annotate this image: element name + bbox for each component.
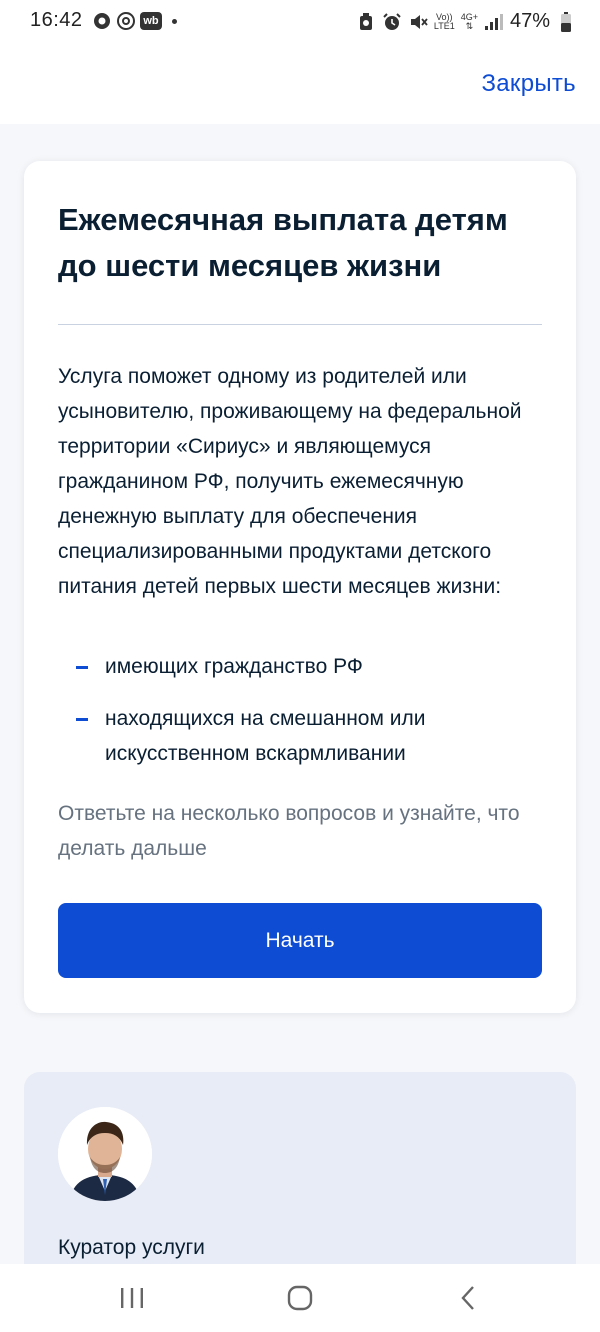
service-card xyxy=(24,161,576,1013)
person-avatar-icon xyxy=(58,1107,152,1201)
status-bar xyxy=(0,0,600,44)
at-icon xyxy=(116,11,136,31)
alarm-icon xyxy=(382,12,402,32)
dash-bullet-icon xyxy=(76,666,88,669)
start-button[interactable]: Начать xyxy=(58,903,542,978)
status-left-icons xyxy=(92,11,177,31)
close-button[interactable]: Закрыть xyxy=(481,70,576,97)
curator-card xyxy=(24,1072,576,1272)
dash-bullet-icon xyxy=(76,718,88,721)
wb-app-icon: wb xyxy=(140,12,162,30)
status-time: 16:42 xyxy=(30,9,83,31)
recycle-icon xyxy=(356,12,376,32)
vibrate-icon xyxy=(92,11,112,31)
top-bar xyxy=(0,44,600,124)
list-item xyxy=(58,701,548,771)
network-indicator: 4G+ ⇅ xyxy=(460,11,478,31)
hint-text: Ответьте на несколько вопросов и узнайте, что делать дальше xyxy=(58,802,520,860)
notification-dot-icon xyxy=(172,19,177,24)
volte-indicator: Vo)) LTE1 xyxy=(433,11,455,31)
title-divider xyxy=(58,324,542,325)
service-description: Услуга поможет одному из родителей или усыновителю, проживающему на федеральной территории «Сириус» и являющемуся гражданином РФ, получить ежемесячную денежную выплату для обеспечения специализированными продуктами детского питания детей первых шести месяцев жизни: xyxy=(58,365,522,598)
status-right-icons xyxy=(356,10,576,33)
list-item-text: имеющих гражданство РФ xyxy=(105,655,363,678)
battery-icon xyxy=(556,12,576,32)
home-icon[interactable] xyxy=(280,1282,320,1314)
signal-icon xyxy=(484,12,504,32)
recent-apps-icon[interactable] xyxy=(112,1282,152,1314)
battery-percent: 47% xyxy=(509,10,550,32)
curator-label: Куратор услуги xyxy=(58,1236,205,1259)
back-icon[interactable] xyxy=(448,1282,488,1314)
system-nav-bar xyxy=(0,1264,600,1332)
page-title: Ежемесячная выплата детям до шести месяцев жизни xyxy=(58,202,508,283)
list-item-text: находящихся на смешанном или искусственном вскармливании xyxy=(105,707,426,765)
mute-icon xyxy=(408,12,428,32)
list-item xyxy=(58,649,548,684)
avatar xyxy=(58,1107,152,1201)
eligibility-list xyxy=(58,649,548,788)
